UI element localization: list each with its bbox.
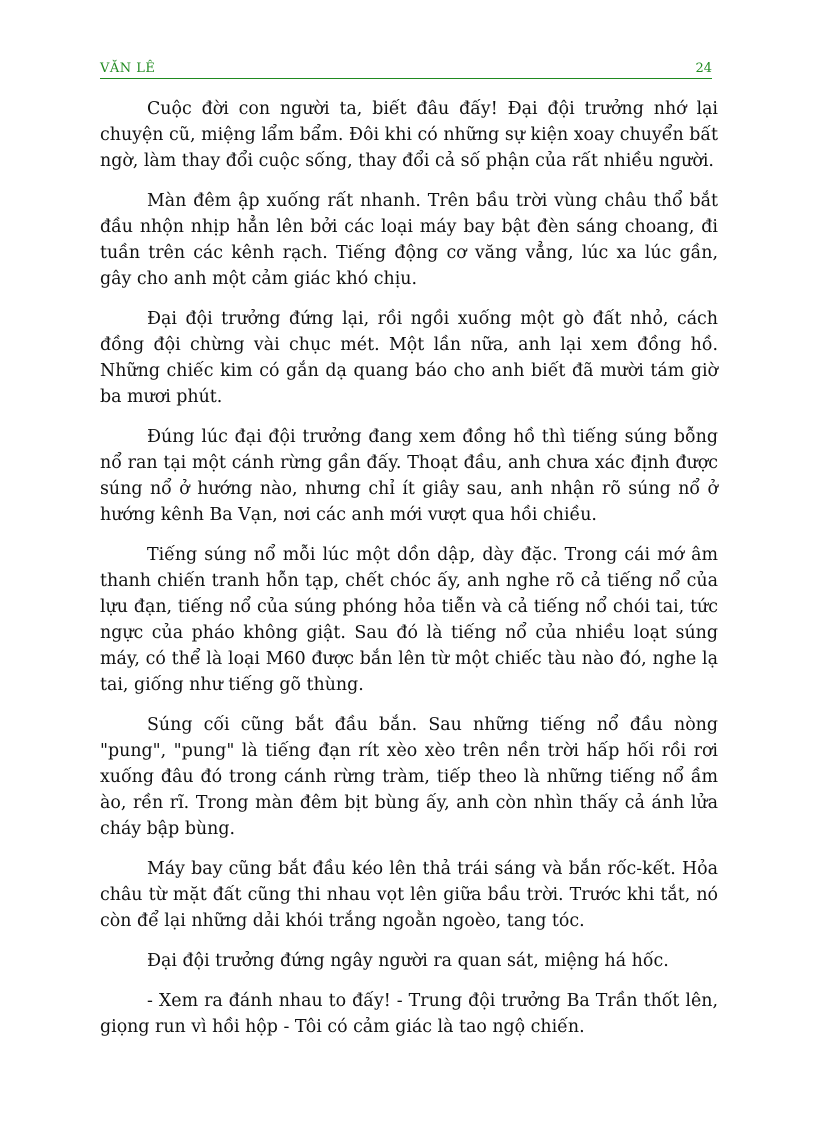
paragraph: Máy bay cũng bắt đầu kéo lên thả trái sáng và bắn rốc-kết. Hỏa châu từ mặt đất cũng thi nhau vọt lên giữa bầu trời. Trước khi tắt, nó còn để lại những dải khói trắng ngoằn ngoèo, tang tóc. [100, 859, 718, 931]
paragraph: Đại đội trưởng đứng ngây người ra quan sát, miệng há hốc. [147, 951, 669, 971]
paragraph: - Xem ra đánh nhau to đấy! - Trung đội trưởng Ba Trần thốt lên, giọng run vì hồi hộp - Tôi có cảm giác là tao ngộ chiến. [100, 991, 718, 1037]
paragraph: Đại đội trưởng đứng lại, rồi ngồi xuống một gò đất nhỏ, cách đồng đội chừng vài chục mét. Một lần nữa, anh lại xem đồng hồ. Những chiếc kim có gắn dạ quang báo cho anh biết đã mười tám giờ ba mươi phút. [100, 309, 718, 407]
paragraph: Cuộc đời con người ta, biết đâu đấy! Đại đội trưởng nhớ lại chuyện cũ, miệng lẩm bẩm. Đôi khi có những sự kiện xoay chuyển bất ngờ, làm thay đổi cuộc sống, thay đổi cả số phận của rất nhiều người. [100, 99, 718, 171]
page-header [100, 60, 712, 79]
header-author: VĂN LÊ [100, 61, 156, 76]
paragraph: Đúng lúc đại đội trưởng đang xem đồng hồ thì tiếng súng bỗng nổ ran tại một cánh rừng gần đấy. Thoạt đầu, anh chưa xác định được súng nổ ở hướng nào, nhưng chỉ ít giây sau, anh nhận rõ súng nổ ở hướng kênh Ba Vạn, nơi các anh mới vượt qua hồi chiều. [100, 427, 718, 525]
page-number: 24 [695, 61, 712, 76]
paragraph: Tiếng súng nổ mỗi lúc một dồn dập, dày đặc. Trong cái mớ âm thanh chiến tranh hỗn tạp, chết chóc ấy, anh nghe rõ cả tiếng nổ của lựu đạn, tiếng nổ của súng phóng hỏa tiễn và cả tiếng nổ chói tai, tức ngực của pháo không giật. Sau đó là tiếng nổ của nhiều loạt súng máy, có thể là loại M60 được bắn lên từ một chiếc tàu nào đó, nghe lạ tai, giống như tiếng gõ thùng. [100, 545, 718, 695]
paragraph: Súng cối cũng bắt đầu bắn. Sau những tiếng nổ đầu nòng "pung", "pung" là tiếng đạn rít xèo xèo trên nền trời hấp hối rồi rơi xuống đâu đó trong cánh rừng tràm, tiếp theo là những tiếng nổ ầm ào, rền rĩ. Trong màn đêm bịt bùng ấy, anh còn nhìn thấy cả ánh lửa cháy bập bùng. [100, 715, 718, 839]
body-text [100, 96, 718, 1054]
paragraph: Màn đêm ập xuống rất nhanh. Trên bầu trời vùng châu thổ bắt đầu nhộn nhịp hẳn lên bởi các loại máy bay bật đèn sáng choang, đi tuần trên các kênh rạch. Tiếng động cơ văng vẳng, lúc xa lúc gần, gây cho anh một cảm giác khó chịu. [100, 191, 718, 289]
